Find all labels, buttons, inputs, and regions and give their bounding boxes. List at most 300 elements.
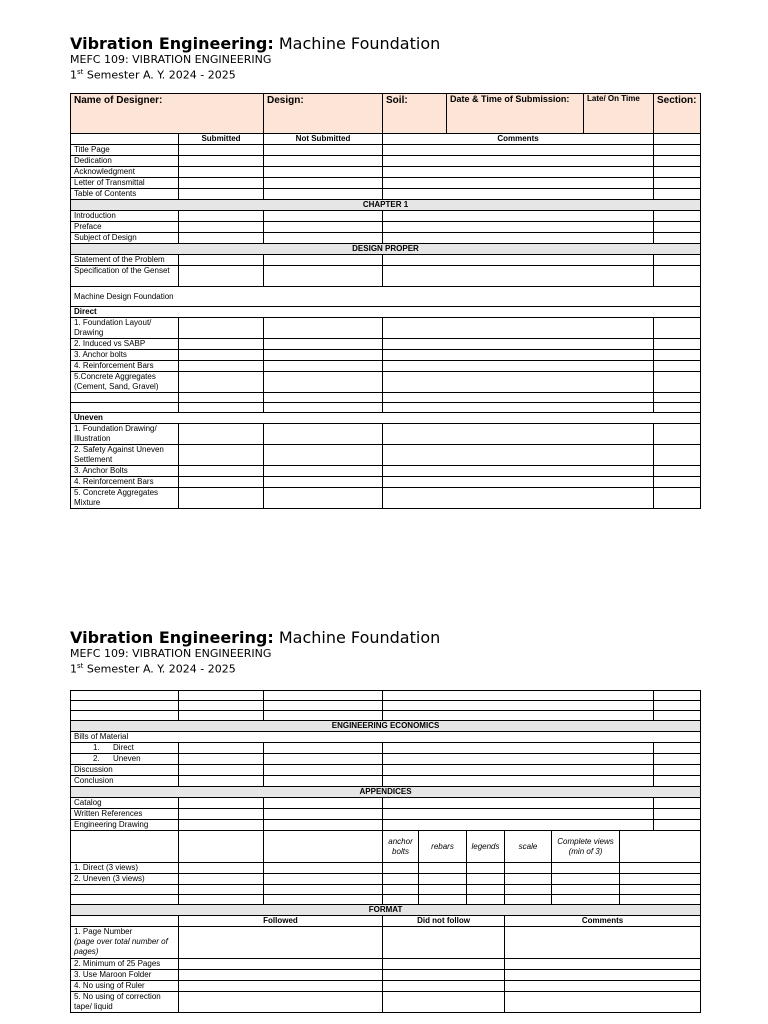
table-row	[71, 895, 701, 905]
table-cell[interactable]	[654, 477, 701, 488]
table-cell[interactable]	[264, 189, 383, 200]
table-cell[interactable]	[179, 776, 264, 787]
table-cell[interactable]	[179, 765, 264, 776]
format-header: FORMAT	[71, 905, 701, 916]
table-cell[interactable]	[264, 211, 383, 222]
table-cell[interactable]	[654, 466, 701, 477]
table-cell[interactable]	[552, 874, 620, 885]
table-cell[interactable]	[179, 255, 264, 266]
table-cell[interactable]	[179, 339, 264, 350]
table-cell[interactable]	[179, 863, 264, 874]
table-cell[interactable]	[467, 874, 505, 885]
table-cell[interactable]	[383, 156, 654, 167]
table-cell[interactable]	[654, 701, 701, 711]
semester: 1st Semester A. Y. 2024 - 2025	[70, 68, 236, 82]
table-cell[interactable]	[654, 424, 701, 445]
table-cell[interactable]	[654, 255, 701, 266]
table-cell[interactable]	[419, 895, 467, 905]
row-label: 1. Foundation Layout/ Drawing	[71, 318, 179, 339]
table-cell[interactable]	[552, 885, 620, 895]
table-cell[interactable]	[654, 222, 701, 233]
table-row	[71, 156, 701, 167]
table-cell[interactable]	[264, 445, 383, 466]
table-row	[71, 222, 701, 233]
table-cell[interactable]	[383, 743, 654, 754]
row-label: 4. No using of Ruler	[71, 981, 179, 992]
table-cell[interactable]	[264, 156, 383, 167]
row-label: 2. Induced vs SABP	[71, 339, 179, 350]
comments-col: Comments	[383, 134, 654, 145]
table-cell[interactable]	[654, 488, 701, 509]
table-cell[interactable]	[505, 895, 552, 905]
table-cell[interactable]	[71, 885, 179, 895]
table-cell[interactable]	[383, 874, 419, 885]
table-cell[interactable]	[383, 339, 654, 350]
table-cell[interactable]	[505, 981, 701, 992]
late-on-time-field[interactable]: Late/ On Time	[584, 94, 654, 134]
table-row	[71, 178, 701, 189]
table-cell[interactable]	[383, 167, 654, 178]
table-cell[interactable]	[383, 711, 654, 721]
table-cell[interactable]	[383, 765, 654, 776]
chapter-1-header: CHAPTER 1	[71, 200, 701, 211]
row-label: 5. Concrete Aggregates Mixture	[71, 488, 179, 509]
row-label: Engineering Drawing	[71, 820, 179, 831]
table-cell[interactable]	[383, 701, 654, 711]
not-submitted-col: Not Submitted	[264, 134, 383, 145]
section-header	[71, 244, 701, 255]
format-column-row	[71, 916, 701, 927]
table-cell[interactable]	[383, 754, 654, 765]
table-cell[interactable]	[383, 372, 654, 393]
table-cell[interactable]	[654, 211, 701, 222]
did-not-follow-col: Did not follow	[383, 916, 505, 927]
table-cell[interactable]	[71, 403, 179, 413]
table-cell[interactable]	[383, 477, 654, 488]
table-cell[interactable]	[467, 863, 505, 874]
table-cell[interactable]	[620, 895, 701, 905]
table-cell[interactable]	[264, 255, 383, 266]
course-code: MEFC 109: VIBRATION ENGINEERING	[70, 647, 272, 660]
table-cell[interactable]	[383, 350, 654, 361]
course-code: MEFC 109: VIBRATION ENGINEERING	[70, 53, 272, 66]
page-title: Vibration Engineering: Machine Foundation	[70, 628, 441, 647]
table-cell[interactable]	[383, 488, 654, 509]
table-cell[interactable]	[383, 863, 419, 874]
designer-name-field[interactable]: Name of Designer:	[71, 94, 264, 134]
table-cell[interactable]	[467, 885, 505, 895]
design-field[interactable]: Design:	[264, 94, 383, 134]
table-cell[interactable]	[654, 403, 701, 413]
table-cell[interactable]	[179, 959, 383, 970]
row-label: 2. Uneven (3 views)	[71, 874, 179, 885]
table-cell[interactable]	[264, 372, 383, 393]
table-cell[interactable]	[71, 134, 179, 145]
table-cell[interactable]	[179, 798, 264, 809]
table-cell[interactable]	[467, 895, 505, 905]
table-row	[71, 424, 701, 445]
table-row	[71, 413, 701, 424]
table-cell[interactable]	[264, 424, 383, 445]
table-cell[interactable]	[383, 895, 419, 905]
table-cell[interactable]	[264, 691, 383, 701]
table-cell[interactable]	[383, 178, 654, 189]
table-row	[71, 754, 701, 765]
table-cell[interactable]	[264, 754, 383, 765]
table-cell[interactable]	[264, 874, 383, 885]
table-cell[interactable]	[620, 874, 701, 885]
table-cell[interactable]	[383, 233, 654, 244]
table-cell[interactable]	[264, 863, 383, 874]
table-cell[interactable]	[264, 895, 383, 905]
row-label: 3. Use Maroon Folder	[71, 970, 179, 981]
table-cell[interactable]	[264, 350, 383, 361]
row-label: 3. Anchor bolts	[71, 350, 179, 361]
table-cell[interactable]	[179, 477, 264, 488]
table-cell[interactable]	[383, 266, 654, 287]
table-cell[interactable]	[383, 211, 654, 222]
page-title: Vibration Engineering: Machine Foundation	[70, 34, 441, 53]
table-row	[71, 959, 701, 970]
table-cell[interactable]	[179, 167, 264, 178]
table-cell[interactable]	[620, 885, 701, 895]
row-label: 1. Foundation Drawing/ Illustration	[71, 424, 179, 445]
table-row	[71, 798, 701, 809]
table-row	[71, 885, 701, 895]
table-cell[interactable]	[654, 145, 701, 156]
table-cell[interactable]	[179, 372, 264, 393]
table-cell[interactable]	[654, 339, 701, 350]
machine-design-label: Machine Design Foundation	[71, 287, 701, 307]
row-label: Discussion	[71, 765, 179, 776]
table-cell[interactable]	[71, 393, 179, 403]
table-cell[interactable]	[264, 403, 383, 413]
table-cell[interactable]	[383, 992, 505, 1013]
row-label: 1. Page Number (page over total number of pages)	[71, 927, 179, 959]
table-cell[interactable]	[552, 863, 620, 874]
table-row	[71, 403, 701, 413]
table-cell[interactable]	[179, 743, 264, 754]
table-cell[interactable]	[71, 831, 179, 863]
table-row	[71, 307, 701, 318]
table-cell[interactable]	[179, 403, 264, 413]
table-cell[interactable]	[654, 350, 701, 361]
row-label: 4. Reinforcement Bars	[71, 477, 179, 488]
table-cell[interactable]	[179, 445, 264, 466]
table-cell[interactable]	[505, 927, 701, 959]
table-cell[interactable]	[179, 895, 264, 905]
table-row	[71, 776, 701, 787]
table-cell[interactable]	[654, 445, 701, 466]
table-cell[interactable]	[179, 488, 264, 509]
table-cell[interactable]	[179, 393, 264, 403]
table-cell[interactable]	[179, 701, 264, 711]
table-cell[interactable]	[71, 701, 179, 711]
table-cell[interactable]	[179, 350, 264, 361]
table-cell[interactable]	[264, 233, 383, 244]
table-cell[interactable]	[620, 831, 701, 863]
table-cell[interactable]	[654, 711, 701, 721]
table-cell[interactable]	[179, 885, 264, 895]
table-row	[71, 266, 701, 287]
table-cell[interactable]	[179, 992, 383, 1013]
table-cell[interactable]	[264, 488, 383, 509]
table-cell[interactable]	[264, 339, 383, 350]
table-row	[71, 701, 701, 711]
rebars-col: rebars	[419, 831, 467, 863]
table-cell[interactable]	[383, 820, 654, 831]
table-row	[71, 167, 701, 178]
table-cell[interactable]	[71, 691, 179, 701]
row-label: Title Page	[71, 145, 179, 156]
table-cell[interactable]	[654, 776, 701, 787]
table-cell[interactable]	[264, 711, 383, 721]
row-label: Introduction	[71, 211, 179, 222]
section-header	[71, 200, 701, 211]
table-cell[interactable]	[383, 809, 654, 820]
table-cell[interactable]	[264, 809, 383, 820]
table-row	[71, 318, 701, 339]
table-cell[interactable]	[179, 970, 383, 981]
table-cell[interactable]	[383, 776, 654, 787]
table-cell[interactable]	[654, 372, 701, 393]
submission-date-field[interactable]: Date & Time of Submission:	[447, 94, 584, 134]
complete-views-col: Complete views (min of 3)	[552, 831, 620, 863]
table-cell[interactable]	[383, 445, 654, 466]
table-cell[interactable]	[383, 981, 505, 992]
table-cell[interactable]	[383, 222, 654, 233]
table-cell[interactable]	[264, 222, 383, 233]
table-cell[interactable]	[179, 189, 264, 200]
table-cell[interactable]	[179, 809, 264, 820]
table-cell[interactable]	[179, 178, 264, 189]
table-cell[interactable]	[383, 189, 654, 200]
table-row	[71, 189, 701, 200]
table-cell[interactable]	[179, 691, 264, 701]
table-row	[71, 732, 701, 743]
table-cell[interactable]	[264, 466, 383, 477]
table-cell[interactable]	[383, 970, 505, 981]
row-label: 5.Concrete Aggregates (Cement, Sand, Gravel)	[71, 372, 179, 393]
page-1	[70, 35, 700, 82]
table-cell[interactable]	[179, 145, 264, 156]
row-label: Conclusion	[71, 776, 179, 787]
table-cell[interactable]	[179, 156, 264, 167]
table-cell[interactable]	[552, 895, 620, 905]
table-row	[71, 287, 701, 307]
table-row	[71, 863, 701, 874]
table-cell[interactable]	[383, 466, 654, 477]
table-cell[interactable]	[179, 233, 264, 244]
table-cell[interactable]	[179, 222, 264, 233]
table-cell[interactable]	[264, 743, 383, 754]
table-cell[interactable]	[654, 134, 701, 145]
table-cell[interactable]	[654, 189, 701, 200]
table-cell[interactable]	[654, 754, 701, 765]
table-cell[interactable]	[383, 885, 419, 895]
table-cell[interactable]	[383, 361, 654, 372]
table-cell[interactable]	[179, 831, 264, 863]
column-header-row	[71, 134, 701, 145]
table-cell[interactable]	[179, 361, 264, 372]
table-row	[71, 992, 701, 1013]
table-cell[interactable]	[383, 798, 654, 809]
submitted-col: Submitted	[179, 134, 264, 145]
table-cell[interactable]	[71, 895, 179, 905]
scale-col: scale	[505, 831, 552, 863]
table-cell[interactable]	[654, 233, 701, 244]
table-cell[interactable]	[505, 970, 701, 981]
direct-label: Direct	[71, 307, 701, 318]
table-row	[71, 372, 701, 393]
header-row	[71, 94, 701, 134]
table-cell[interactable]	[179, 981, 383, 992]
soil-field[interactable]: Soil:	[383, 94, 447, 134]
table-cell[interactable]	[654, 167, 701, 178]
table-cell[interactable]	[383, 424, 654, 445]
section-field[interactable]: Section:	[654, 94, 701, 134]
table-cell[interactable]	[264, 178, 383, 189]
row-label: Dedication	[71, 156, 179, 167]
table-cell[interactable]	[505, 959, 701, 970]
table-cell[interactable]	[179, 711, 264, 721]
table-cell[interactable]	[179, 754, 264, 765]
table-cell[interactable]	[620, 863, 701, 874]
table-row	[71, 145, 701, 156]
table-row	[71, 393, 701, 403]
table-cell[interactable]	[654, 809, 701, 820]
table-cell[interactable]	[264, 798, 383, 809]
table-cell[interactable]	[264, 765, 383, 776]
table-cell[interactable]	[383, 318, 654, 339]
table-cell[interactable]	[419, 885, 467, 895]
table-cell[interactable]	[654, 178, 701, 189]
table-cell[interactable]	[419, 863, 467, 874]
table-cell[interactable]	[264, 477, 383, 488]
table-cell[interactable]	[264, 820, 383, 831]
semester: 1st Semester A. Y. 2024 - 2025	[70, 662, 236, 676]
table-cell[interactable]	[264, 701, 383, 711]
table-cell[interactable]	[264, 885, 383, 895]
row-label: Letter of Transmittal	[71, 178, 179, 189]
table-cell[interactable]	[654, 393, 701, 403]
followed-col: Followed	[179, 916, 383, 927]
table-row	[71, 691, 701, 701]
table-cell[interactable]	[264, 266, 383, 287]
table-cell[interactable]	[264, 318, 383, 339]
table-row	[71, 350, 701, 361]
table-row	[71, 743, 701, 754]
table-cell[interactable]	[179, 874, 264, 885]
legends-col: legends	[467, 831, 505, 863]
table-row	[71, 339, 701, 350]
table-cell[interactable]	[383, 959, 505, 970]
row-label: 1. Direct (3 views)	[71, 863, 179, 874]
comments-col: Comments	[505, 916, 701, 927]
table-cell[interactable]	[383, 691, 654, 701]
table-cell[interactable]	[654, 318, 701, 339]
section-header	[71, 787, 701, 798]
section-header	[71, 905, 701, 916]
row-label: 5. No using of correction tape/ liquid	[71, 992, 179, 1013]
design-proper-header: DESIGN PROPER	[71, 244, 701, 255]
table-cell[interactable]	[654, 156, 701, 167]
section-header	[71, 721, 701, 732]
anchor-bolts-col: anchor bolts	[383, 831, 419, 863]
table-cell[interactable]	[383, 145, 654, 156]
table-row	[71, 211, 701, 222]
table-cell[interactable]	[383, 927, 505, 959]
appendices-header: APPENDICES	[71, 787, 701, 798]
table-row	[71, 711, 701, 721]
table-cell[interactable]	[383, 255, 654, 266]
table-row	[71, 255, 701, 266]
table-cell[interactable]	[71, 711, 179, 721]
table-cell[interactable]	[264, 393, 383, 403]
table-cell[interactable]	[264, 361, 383, 372]
table-row	[71, 361, 701, 372]
table-cell[interactable]	[505, 992, 701, 1013]
table-cell[interactable]	[179, 466, 264, 477]
table-cell[interactable]	[179, 211, 264, 222]
table-cell[interactable]	[179, 318, 264, 339]
table-row	[71, 466, 701, 477]
table-row	[71, 981, 701, 992]
table-cell[interactable]	[179, 820, 264, 831]
row-label: Preface	[71, 222, 179, 233]
table-cell[interactable]	[654, 691, 701, 701]
uneven-label: Uneven	[71, 413, 701, 424]
table-row	[71, 970, 701, 981]
table-row	[71, 809, 701, 820]
table-cell[interactable]	[654, 820, 701, 831]
row-label: 4. Reinforcement Bars	[71, 361, 179, 372]
table-row	[71, 233, 701, 244]
table-cell[interactable]	[654, 798, 701, 809]
table-cell[interactable]	[383, 403, 654, 413]
page-2	[70, 629, 700, 676]
table-cell[interactable]	[654, 266, 701, 287]
page-2-table	[70, 690, 700, 1013]
row-label: 3. Anchor Bolts	[71, 466, 179, 477]
row-label: Written References	[71, 809, 179, 820]
drawing-header-row	[71, 831, 701, 863]
table-cell[interactable]	[179, 424, 264, 445]
table-cell[interactable]	[505, 885, 552, 895]
table-cell[interactable]	[383, 393, 654, 403]
table-cell[interactable]	[264, 145, 383, 156]
table-cell[interactable]	[654, 361, 701, 372]
table-cell[interactable]	[264, 776, 383, 787]
table-cell[interactable]	[419, 874, 467, 885]
table-row	[71, 765, 701, 776]
row-label: Acknowledgment	[71, 167, 179, 178]
table-cell[interactable]	[179, 266, 264, 287]
table-row	[71, 488, 701, 509]
row-label: 1. Direct	[71, 743, 179, 754]
table-cell[interactable]	[654, 743, 701, 754]
table-cell[interactable]	[71, 916, 179, 927]
table-row	[71, 874, 701, 885]
table-cell[interactable]	[264, 831, 383, 863]
table-cell[interactable]	[654, 765, 701, 776]
table-cell[interactable]	[264, 167, 383, 178]
table-cell[interactable]	[505, 863, 552, 874]
row-label: 2. Minimum of 25 Pages	[71, 959, 179, 970]
table-cell[interactable]	[179, 927, 383, 959]
table-cell[interactable]	[505, 874, 552, 885]
bills-label: Bills of Material	[71, 732, 701, 743]
